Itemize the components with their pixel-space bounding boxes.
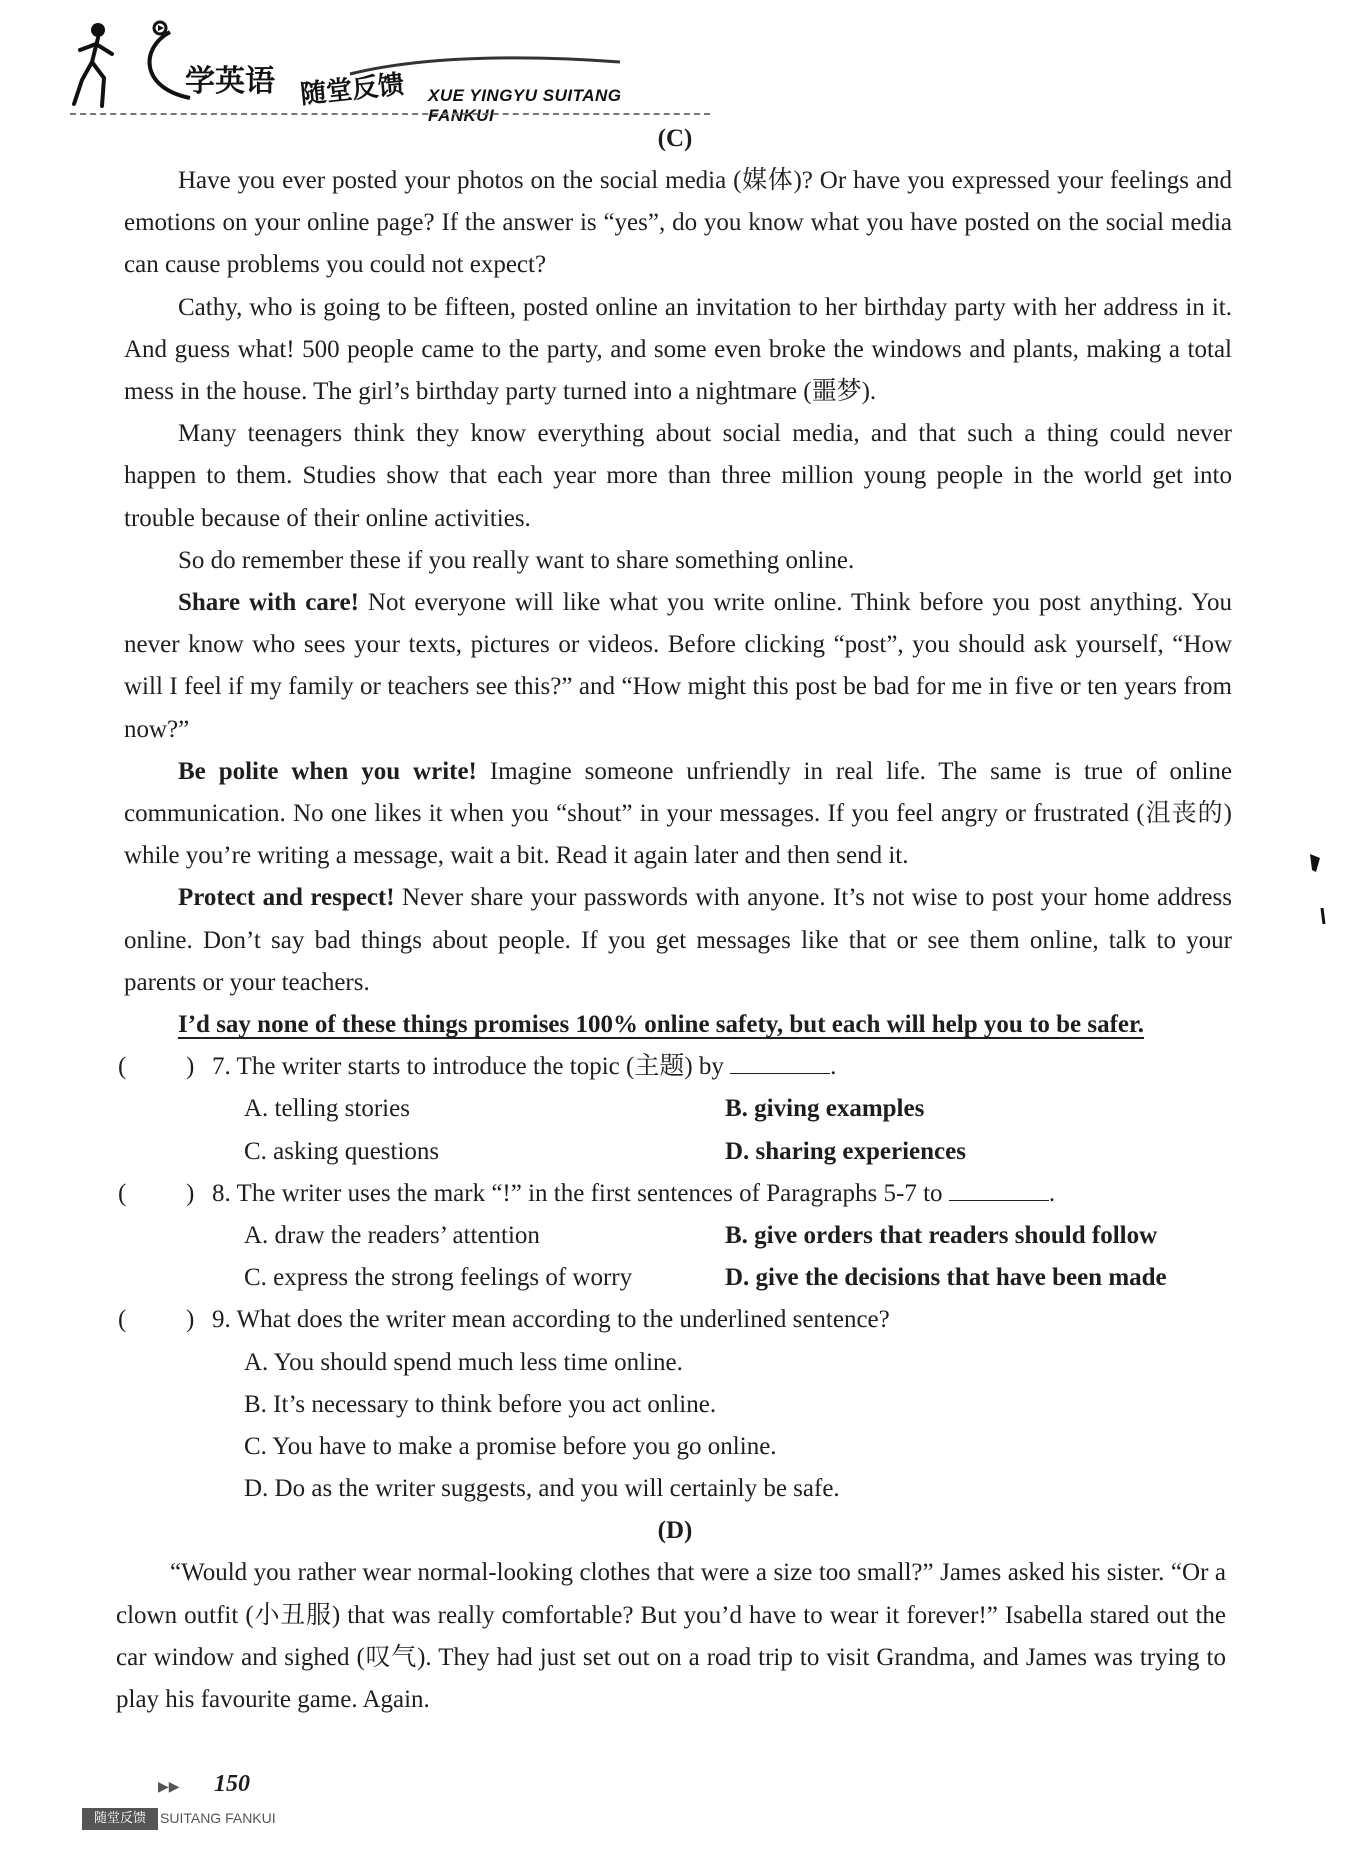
option-b: B. give orders that readers should follow — [725, 1222, 1158, 1250]
header-subtitle-cn: 随堂反馈 — [298, 69, 406, 111]
option-d: D. Do as the writer suggests, and you will certainly be safe. — [244, 1475, 840, 1503]
header-divider — [70, 113, 710, 115]
option-a: A. draw the readers’ attention — [244, 1222, 540, 1250]
tip-paragraph — [0, 751, 1350, 878]
answer-paren-close: ) — [186, 1179, 195, 1207]
tip-paragraph — [0, 877, 1350, 1004]
underlined-conclusion: I’d say none of these things promises 100% online safety, but each will help you to be safer. — [178, 1011, 1145, 1039]
option-d: D. give the decisions that have been made — [725, 1264, 1167, 1292]
section-c-label: (C) — [657, 125, 693, 152]
tip-heading: Protect and respect! — [178, 884, 395, 912]
paragraph: So do remember these if you really want to share something online. — [178, 546, 855, 574]
question-7 — [0, 1046, 1350, 1173]
page-header — [60, 14, 660, 125]
page-content — [0, 118, 1350, 1721]
paragraph: Cathy, who is going to be fifteen, posted online an invitation to her birthday party with her address in it. And guess what! 500 people came to the party, and some even broke the windows and plants, making a total mess in the house. The girl’s birthday party turned into a nightmare (噩梦). — [124, 293, 1232, 406]
option-b: B. giving examples — [725, 1095, 925, 1123]
footer-arrows-icon: ▶▶ — [158, 1780, 180, 1795]
option-b: B. It’s necessary to think before you act online. — [244, 1390, 717, 1418]
paragraph: Have you ever posted your photos on the social media (媒体)? Or have you expressed your feelings and emotions on your online page? If the answer is “yes”, do you know what you have posted on the social media can cause problems you could not expect? — [124, 167, 1232, 279]
paragraph: Many teenagers think they know everything about social media, and that such a thing could never happen to them. Studies show that each year more than three million young people in the world get into trouble because of their online activities. — [124, 420, 1232, 532]
page-number: 150 — [214, 1771, 250, 1797]
question-stem: 7. The writer starts to introduce the topic (主题) by . — [212, 1053, 837, 1081]
section-c — [0, 118, 1350, 1046]
option-c: C. asking questions — [244, 1137, 440, 1165]
option-c: C. You have to make a promise before you go online. — [244, 1432, 777, 1460]
footer-label-en: SUITANG FANKUI — [160, 1810, 276, 1826]
option-a: A. telling stories — [244, 1095, 410, 1123]
answer-blank — [730, 1051, 830, 1074]
option-c: C. express the strong feelings of worry — [244, 1264, 633, 1292]
section-d — [0, 1510, 1350, 1721]
answer-paren-open: ( — [118, 1053, 127, 1081]
option-a: A. You should spend much less time online. — [244, 1348, 683, 1376]
margin-scan-marks — [1300, 848, 1330, 928]
tip-paragraph — [0, 582, 1350, 751]
option-d: D. sharing experiences — [725, 1137, 966, 1165]
header-title-cn: 学英语 — [185, 64, 275, 99]
question-8 — [0, 1173, 1350, 1300]
tip-text: Never share your passwords with anyone. It’s not wise to post your home address online. Don’t say bad things about people. If you get messages like that or see them online, talk to your parents or your teachers. — [124, 884, 1232, 996]
tip-text: Not everyone will like what you write online. Think before you post anything. You never know who sees your texts, pictures or videos. Before clicking “post”, you should ask yourself, “How will I feel if my family or teachers see this?” and “How might this post be bad for me in five or ten years from now?” — [124, 589, 1232, 743]
header-title-en: XUE YINGYU SUITANG FANKUI — [428, 86, 622, 125]
footer-label-cn: 随堂反馈 — [82, 1808, 158, 1830]
paragraph: “Would you rather wear normal-looking clothes that were a size too small?” James asked his sister. “Or a clown outfit (小丑服) that was really comfortable? But you’d have to wear it forever!” Isabella stared out the car window and sighed (叹气). They had just set out on a road trip to visit Grandma, and James was trying to play his favourite game. Again. — [116, 1559, 1226, 1713]
question-stem: 8. The writer uses the mark “!” in the first sentences of Paragraphs 5-7 to . — [212, 1179, 1056, 1207]
question-9 — [0, 1299, 1350, 1510]
tip-heading: Be polite when you write! — [178, 757, 477, 785]
answer-paren-close: ) — [186, 1053, 195, 1081]
tip-text: Imagine someone unfriendly in real life. The same is true of online communication. No one likes it when you “shout” in your messages. If you feel angry or frustrated (沮丧的) while you’re writing a message, wait a bit. Read it again later and then send it. — [124, 757, 1232, 870]
answer-blank — [949, 1178, 1049, 1201]
tip-heading: Share with care! — [178, 589, 359, 617]
section-d-label: (D) — [657, 1517, 693, 1545]
answer-paren-open: ( — [118, 1306, 127, 1334]
question-stem: 9. What does the writer mean according to the underlined sentence? — [212, 1306, 890, 1334]
answer-paren-close: ) — [186, 1306, 195, 1334]
answer-paren-open: ( — [118, 1179, 127, 1207]
